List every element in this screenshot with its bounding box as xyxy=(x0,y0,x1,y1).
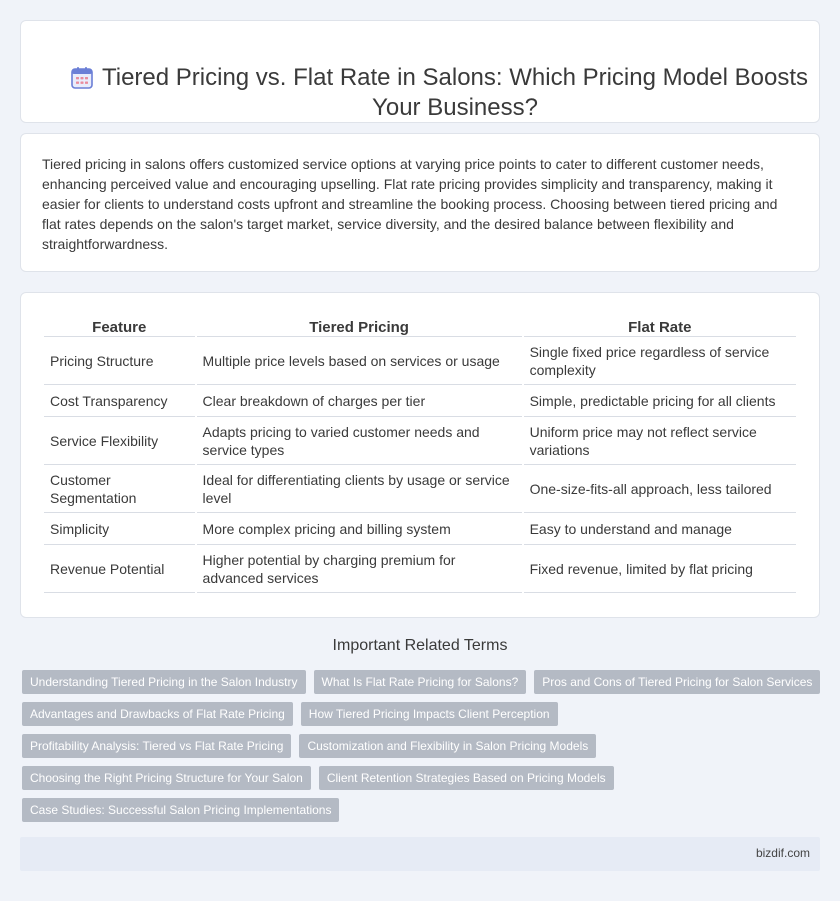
title-card xyxy=(20,20,820,123)
table-header-row xyxy=(44,315,796,337)
footer-site-link[interactable]: bizdif.com xyxy=(755,846,810,860)
table-row xyxy=(44,417,796,465)
related-terms-list xyxy=(22,670,822,822)
page-title: Tiered Pricing vs. Flat Rate in Salons: Which Pricing Model Boosts Your Business? xyxy=(101,64,809,121)
term-tag[interactable]: Case Studies: Successful Salon Pricing Implementations xyxy=(22,798,339,822)
header-flat: Flat Rate xyxy=(524,315,796,337)
table-cell: Simple, predictable pricing for all clients xyxy=(524,385,796,417)
table-cell: Higher potential by charging premium for advanced services xyxy=(197,545,522,593)
comparison-table xyxy=(42,315,798,593)
term-tag[interactable]: Client Retention Strategies Based on Pricing Models xyxy=(319,766,614,790)
term-tag[interactable]: Profitability Analysis: Tiered vs Flat Rate Pricing xyxy=(22,734,291,758)
table-cell: Adapts pricing to varied customer needs and service types xyxy=(197,417,522,465)
table-row xyxy=(44,337,796,385)
table-cell: Cost Transparency xyxy=(44,385,195,417)
table-cell: Uniform price may not reflect service variations xyxy=(524,417,796,465)
table-row xyxy=(44,465,796,513)
table-cell: Pricing Structure xyxy=(44,337,195,385)
term-tag[interactable]: How Tiered Pricing Impacts Client Perception xyxy=(301,702,558,726)
table-cell: One-size-fits-all approach, less tailored xyxy=(524,465,796,513)
table-cell: Service Flexibility xyxy=(44,417,195,465)
table-row xyxy=(44,545,796,593)
table-row xyxy=(44,385,796,417)
table-cell: Revenue Potential xyxy=(44,545,195,593)
header-tiered: Tiered Pricing xyxy=(197,315,522,337)
term-tag[interactable]: Pros and Cons of Tiered Pricing for Salon Services xyxy=(534,670,820,694)
term-tag[interactable]: Customization and Flexibility in Salon Pricing Models xyxy=(299,734,596,758)
table-cell: Easy to understand and manage xyxy=(524,513,796,545)
table-cell: Simplicity xyxy=(44,513,195,545)
related-terms-title: Important Related Terms xyxy=(332,637,508,654)
calendar-icon xyxy=(69,65,95,91)
term-tag[interactable]: Choosing the Right Pricing Structure for Your Salon xyxy=(22,766,311,790)
table-cell: More complex pricing and billing system xyxy=(197,513,522,545)
table-cell: Fixed revenue, limited by flat pricing xyxy=(524,545,796,593)
term-tag[interactable]: What Is Flat Rate Pricing for Salons? xyxy=(314,670,527,694)
footer xyxy=(20,837,820,871)
table-cell: Single fixed price regardless of service complexity xyxy=(524,337,796,385)
term-tag[interactable]: Understanding Tiered Pricing in the Salon Industry xyxy=(22,670,306,694)
term-tag[interactable]: Advantages and Drawbacks of Flat Rate Pricing xyxy=(22,702,293,726)
table-cell: Multiple price levels based on services or usage xyxy=(197,337,522,385)
header-feature: Feature xyxy=(44,315,195,337)
intro-card xyxy=(20,133,820,272)
table-cell: Clear breakdown of charges per tier xyxy=(197,385,522,417)
table-cell: Ideal for differentiating clients by usage or service level xyxy=(197,465,522,513)
table-cell: Customer Segmentation xyxy=(44,465,195,513)
table-row xyxy=(44,513,796,545)
intro-paragraph: Tiered pricing in salons offers customized service options at varying price points to cater to different customer needs, enhancing perceived value and encouraging upselling. Flat rate pricing provides simplicity and transparency, making it easier for clients to understand costs upfront and streamline the booking process. Choosing between tiered pricing and flat rates depends on the salon's target market, service diversity, and the desired balance between flexibility and straightforwardness. xyxy=(42,156,778,252)
comparison-card xyxy=(20,292,820,618)
